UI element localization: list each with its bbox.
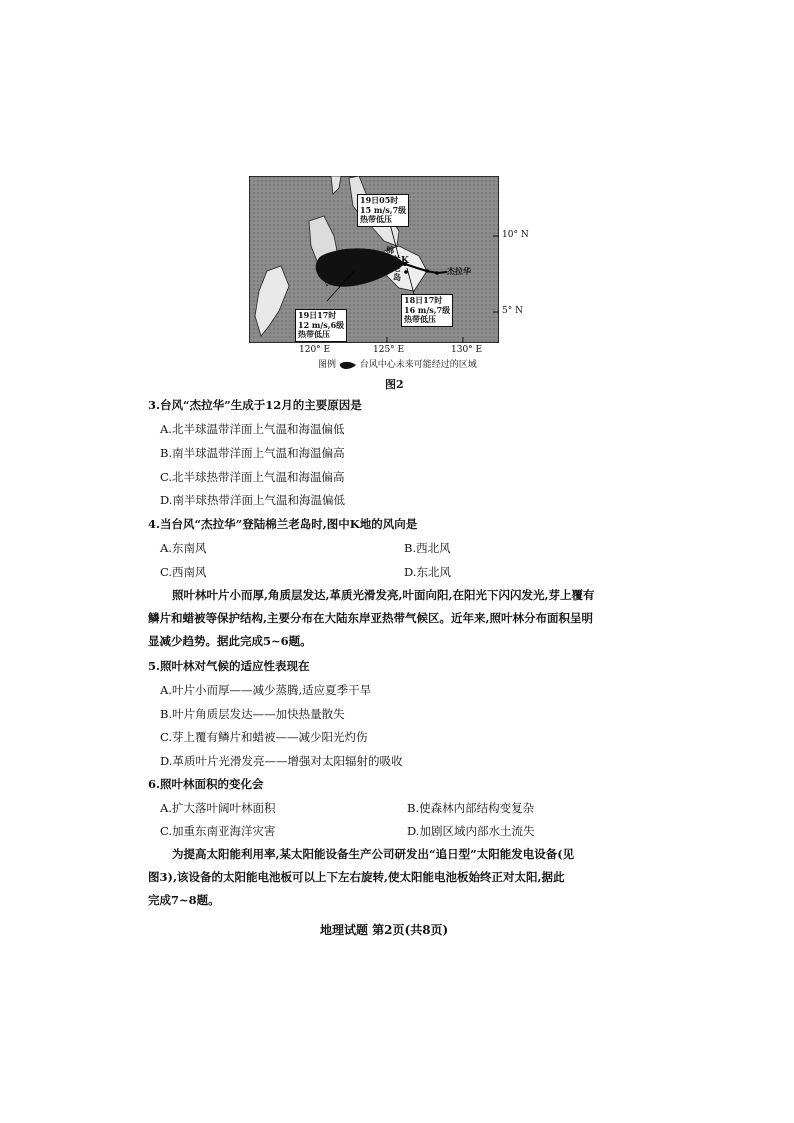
q4-stem: 4.当台风“杰拉华”登陆棉兰老岛时,图中K地的风向是 xyxy=(148,517,418,531)
q3-option-c: C.北半球热带洋面上气温和海温偏高 xyxy=(160,470,345,484)
label-18-17-time: 18日17时 xyxy=(404,295,443,305)
label-18-17-type: 热带低压 xyxy=(404,314,436,324)
passage-2-line-1: 为提高太阳能利用率,某太阳能设备生产公司研发出“追日型”太阳能发电设备(见 xyxy=(172,847,575,861)
island-char-1: 棉 xyxy=(386,245,394,255)
q6-option-b: B.使森林内部结构变复杂 xyxy=(407,801,535,815)
label-19-17-speed: 12 m/s,6级 xyxy=(298,319,345,330)
q5-stem: 5.照叶林对气候的适应性表现在 xyxy=(148,659,310,673)
passage-1-line-1: 照叶林叶片小而厚,角质层发达,革质光滑发亮,叶面向阳,在阳光下闪闪发光,芽上覆有 xyxy=(172,588,595,602)
passage-1-line-2: 鳞片和蜡被等保护结构,主要分布在大陆东岸亚热带气候区。近年来,照叶林分布面积呈明 xyxy=(148,611,594,625)
label-19-05-time: 19日05时 xyxy=(360,195,399,205)
q6-stem: 6.照叶林面积的变化会 xyxy=(148,777,264,791)
island-char-3: 老 xyxy=(393,263,401,273)
label-19-05-type: 热带低压 xyxy=(360,214,392,224)
y-tick-10n: 10° N xyxy=(502,230,529,240)
q4-option-a: A.东南风 xyxy=(160,541,207,555)
page-footer: 地理试题 第2页(共8页) xyxy=(320,923,449,937)
label-19-17-type: 热带低压 xyxy=(298,329,330,339)
label-18-17-speed: 16 m/s,7级 xyxy=(404,304,451,315)
q6-option-c: C.加重东南亚海洋灾害 xyxy=(160,824,276,838)
q6-option-d: D.加剧区域内部水土流失 xyxy=(407,824,535,838)
passage-2-line-2: 图3),该设备的太阳能电池板可以上下左右旋转,使太阳能电池板始终正对太阳,据此 xyxy=(148,870,565,884)
point-k-marker xyxy=(404,270,408,274)
q5-option-c: C.芽上覆有鳞片和蜡被——减少阳光灼伤 xyxy=(160,730,368,744)
y-tick-5n: 5° N xyxy=(502,306,523,316)
q3-option-a: A.北半球温带洋面上气温和海温偏低 xyxy=(160,422,345,436)
passage-1 xyxy=(148,584,618,653)
label-19-05-speed: 15 m/s,7级 xyxy=(360,204,407,215)
x-tick-125e: 125° E xyxy=(373,345,405,355)
q6-option-a: A.扩大落叶阔叶林面积 xyxy=(160,801,276,815)
island-name xyxy=(386,246,401,282)
legend-prefix: 图例 xyxy=(318,360,337,370)
label-18-17 xyxy=(401,294,453,327)
q5-option-b: B.叶片角质层发达——加快热量散失 xyxy=(160,707,345,721)
q5-option-d: D.革质叶片光滑发亮——增强对太阳辐射的吸收 xyxy=(160,754,403,768)
q4-option-b: B.西北风 xyxy=(404,541,451,555)
x-tick-120e: 120° E xyxy=(299,345,331,355)
q3-option-b: B.南半球温带洋面上气温和海温偏高 xyxy=(160,446,345,460)
typhoon-area-icon xyxy=(339,361,357,369)
passage-2-line-3: 完成7~8题。 xyxy=(148,893,220,907)
island-char-4: 岛 xyxy=(393,272,401,282)
passage-1-line-3: 显减少趋势。据此完成5~6题。 xyxy=(148,634,312,648)
q4-option-c: C.西南风 xyxy=(160,565,207,579)
label-19-05 xyxy=(357,194,409,227)
figure-caption: 图2 xyxy=(385,378,404,391)
typhoon-name-label: 杰拉华 xyxy=(447,266,471,276)
label-19-17-time: 19日17时 xyxy=(298,310,337,320)
q4-option-d: D.东北风 xyxy=(404,565,451,579)
x-tick-130e: 130° E xyxy=(451,345,483,355)
label-19-17 xyxy=(295,309,347,342)
q5-option-a: A.叶片小而厚——减少蒸腾,适应夏季干旱 xyxy=(160,683,372,697)
island-char-2: 兰 xyxy=(393,254,401,264)
point-k-label: K xyxy=(401,256,409,266)
q3-stem: 3.台风“杰拉华”生成于12月的主要原因是 xyxy=(148,398,362,412)
map-legend xyxy=(318,357,477,370)
passage-2 xyxy=(148,843,638,912)
legend-text: 台风中心未来可能经过的区域 xyxy=(359,360,477,370)
typhoon-map xyxy=(249,176,499,343)
q3-option-d: D.南半球热带洋面上气温和海温偏低 xyxy=(160,493,345,507)
